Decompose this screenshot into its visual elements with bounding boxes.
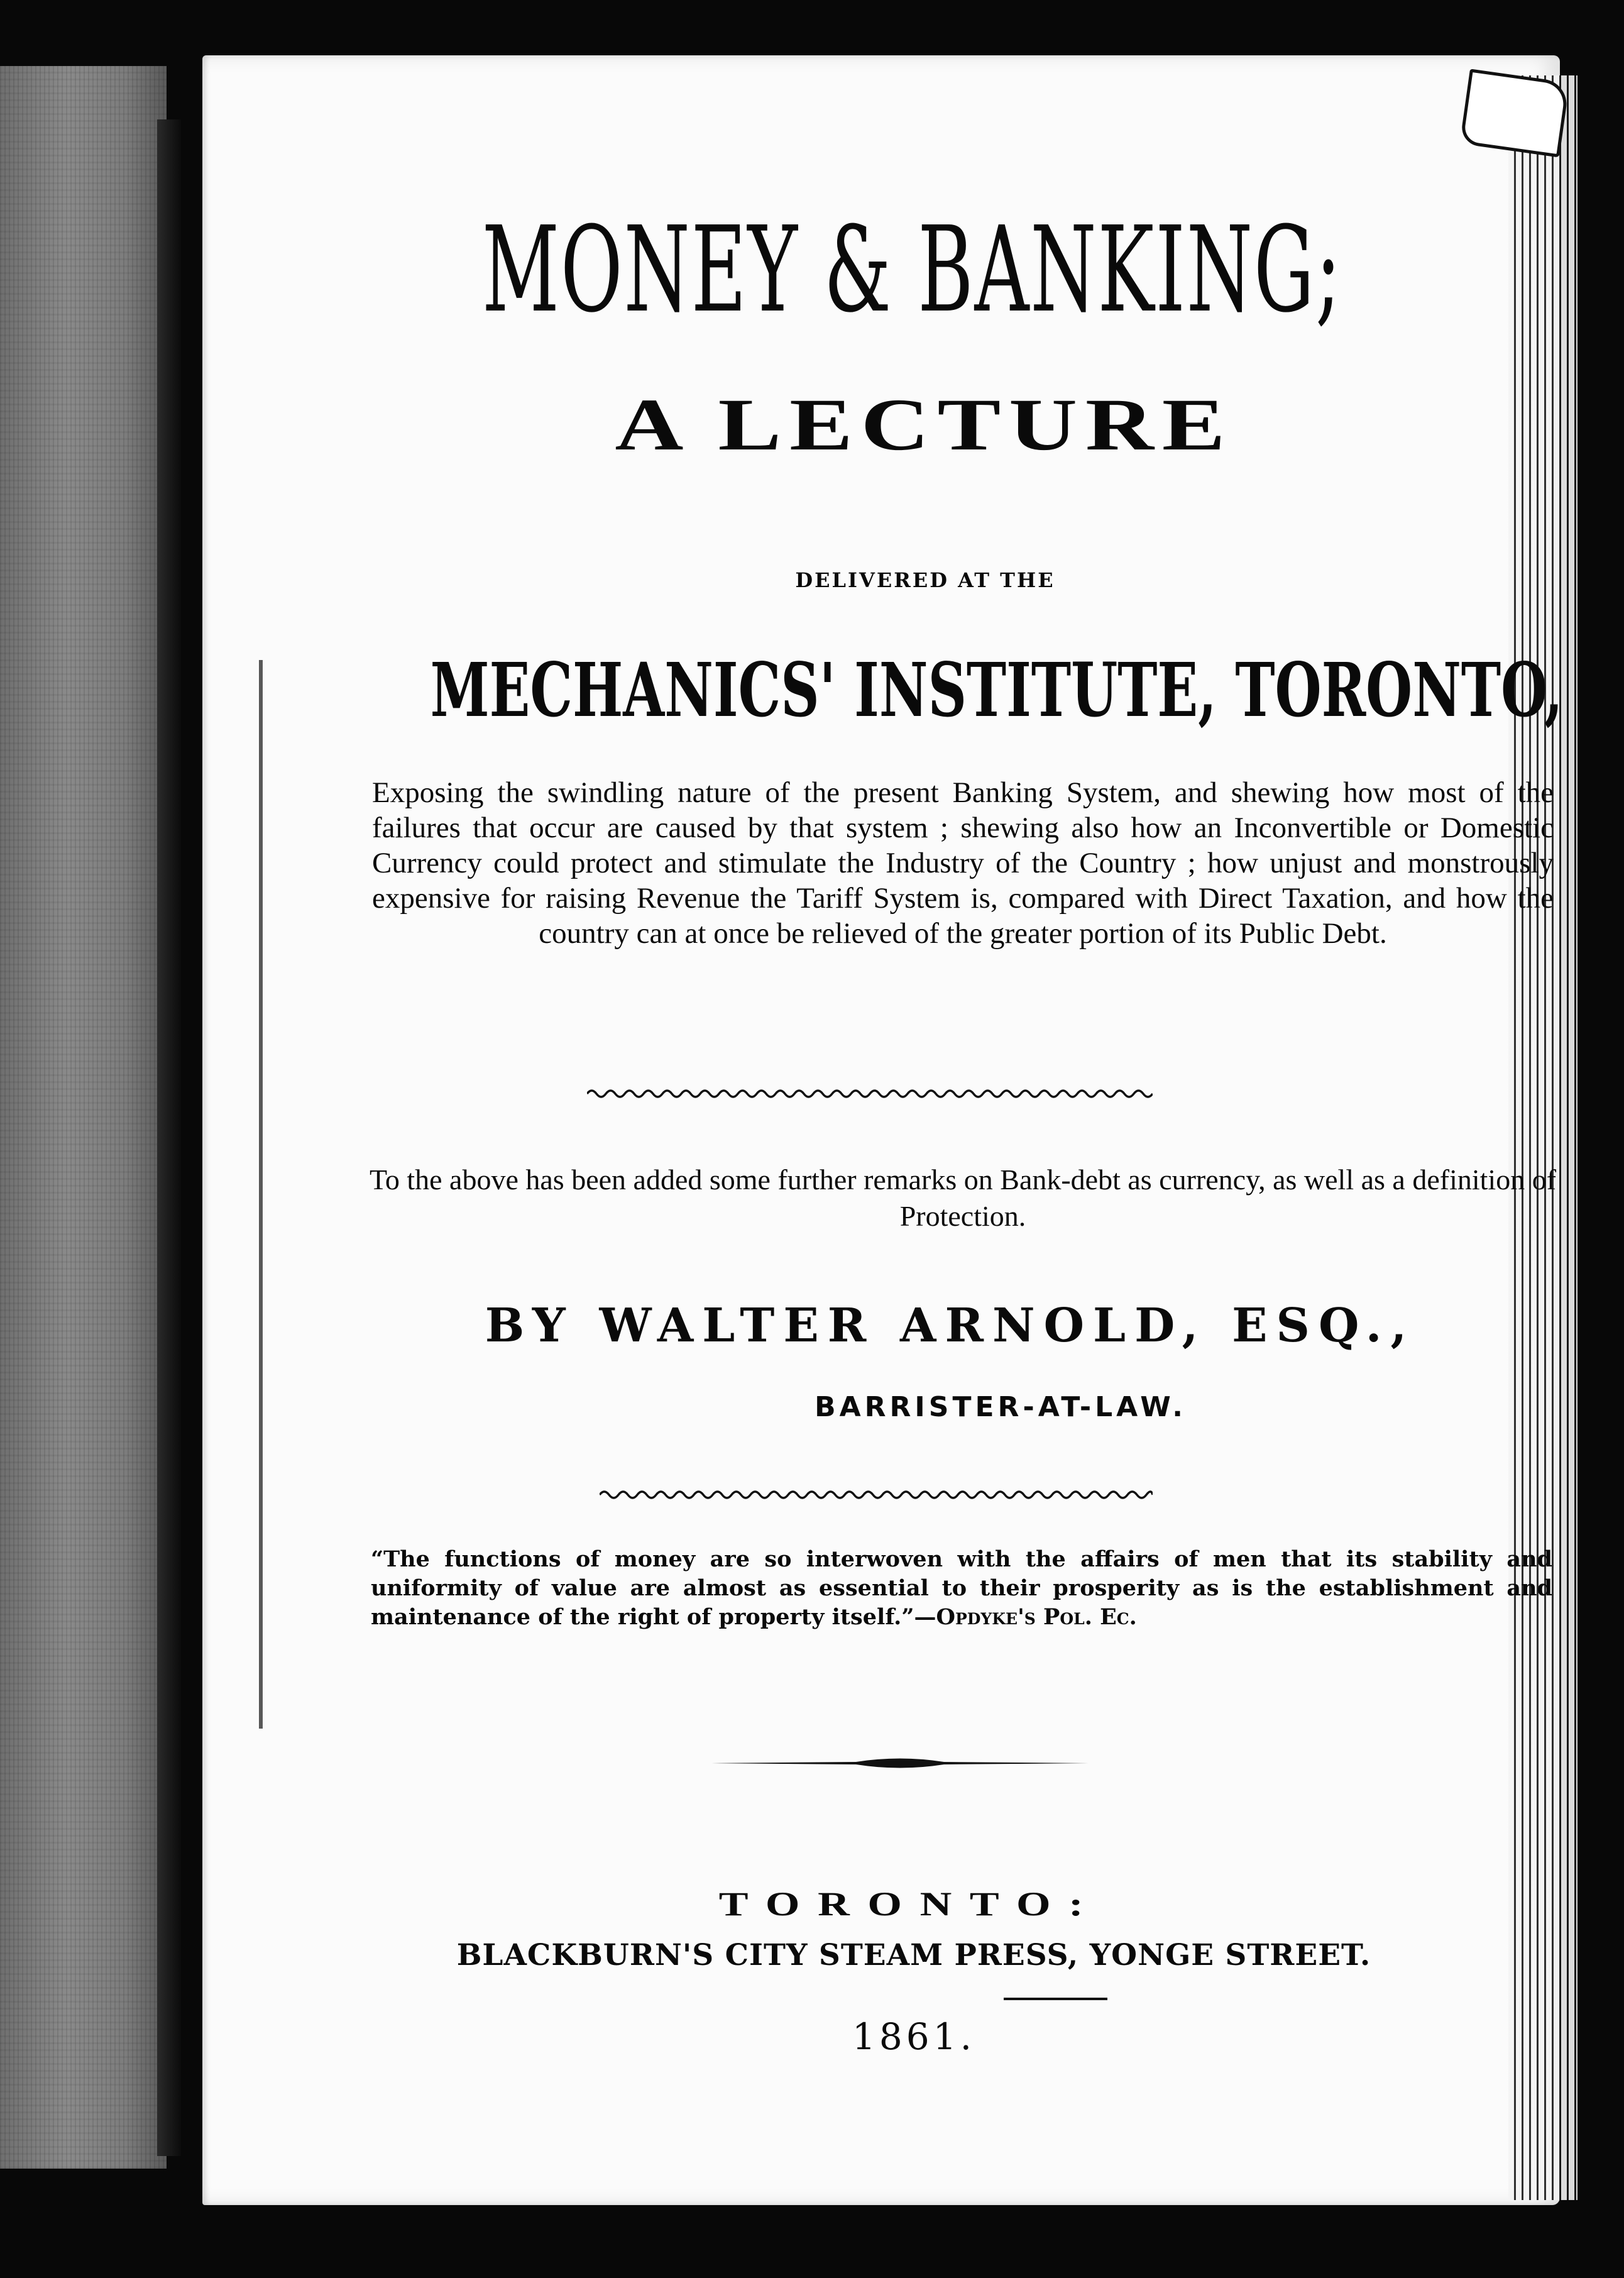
- imprint-publisher: BLACKBURN'S CITY STEAM PRESS, YONGE STREET.: [456, 1938, 1371, 1973]
- epigraph: [371, 1545, 1552, 1632]
- book-title: MONEY & BANKING;: [481, 201, 1342, 339]
- author-line: BY WALTER ARNOLD, ESQ.,: [485, 1299, 1416, 1353]
- imprint-year: 1861.: [852, 2015, 976, 2058]
- epigraph-text: “The functions of money are so interwoven with the affairs of men that its stability and uniformity of value are almost as essential to their prosperity as is the establishment and maintenance of the right of property itself.”—: [371, 1546, 1552, 1630]
- delivered-at-line: DELIVERED AT THE: [795, 568, 1055, 592]
- squiggle-divider-top: [587, 1086, 1153, 1101]
- epigraph-attribution: Opdyke's Pol. Ec.: [936, 1604, 1137, 1630]
- ornamental-rule: [711, 1754, 1089, 1773]
- title-page-text: [202, 55, 1563, 2205]
- description-paragraph: Exposing the swindling nature of the present Banking System, and shewing how most of the failures that occur are caused by that system ; shewing also how an Inconvertible or Domestic Currency could protect and stimulate the Industry of the Country ; how unjust and monstrously expensive for raising Revenue the Tariff System is, compared with Direct Taxation, and how the country can at once be relieved of the greater portion of its Public Debt.: [372, 776, 1554, 950]
- book-cover-board: [0, 66, 167, 2169]
- squiggle-divider-bottom: [600, 1487, 1153, 1502]
- imprint-rule: [1004, 1998, 1107, 2000]
- author-title: BARRISTER-AT-LAW.: [815, 1391, 1187, 1423]
- book-subtitle: A LECTURE: [615, 383, 1234, 466]
- addendum-paragraph: To the above has been added some further remarks on Bank-debt as currency, as well as a definition of Protection.: [369, 1164, 1557, 1232]
- imprint-city: TORONTO:: [718, 1885, 1102, 1923]
- venue-line: MECHANICS' INSTITUTE, TORONTO,: [430, 646, 1563, 734]
